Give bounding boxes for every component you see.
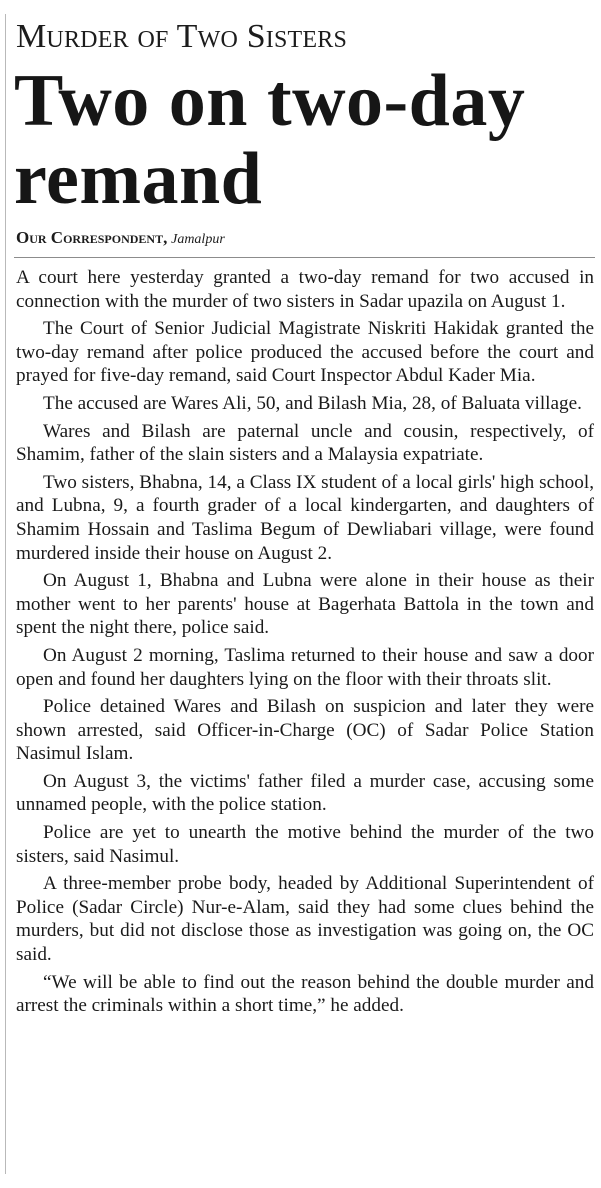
paragraph: A court here yesterday granted a two-day remand for two accused in connection with the murder of two sisters in Sadar upazila on August 1. [16,267,594,312]
paragraph: A three-member probe body, headed by Additional Superintendent of Police (Sadar Circle) Nur-e-Alam, said they had some clues behind the murders, but did not disclose those as investigation was going on, the OC said. [16,873,594,966]
headline: Two on two-day remand [14,60,526,220]
paragraph: The Court of Senior Judicial Magistrate Niskriti Hakidak granted the two-day remand after police produced the accused before the court and prayed for five-day remand, said Court Inspector Abdul Kader Mia. [16,318,594,387]
paragraph: The accused are Wares Ali, 50, and Bilash Mia, 28, of Baluata village. [43,392,582,414]
kicker: Murder of Two Sisters [16,18,348,55]
paragraph: “We will be able to find out the reason behind the double murder and arrest the criminals within a short time,” he added. [16,971,594,1017]
byline-divider [14,257,595,258]
paragraph: Police are yet to unearth the motive behind the murder of the two sisters, said Nasimul. [16,822,594,867]
paragraph: On August 1, Bhabna and Lubna were alone in their house as their mother went to her parents' house at Bagerhata Battola in the town and spent the night there, police said. [16,570,594,639]
paragraph: Wares and Bilash are paternal uncle and cousin, respectively, of Shamim, father of the slain sisters and a Malaysia expatriate. [16,420,594,466]
byline-author: Our Correspondent, [16,228,168,247]
paragraph: On August 2 morning, Taslima returned to their house and saw a door open and found her daughters lying on the floor with their throats slit. [16,644,594,690]
byline-location: Jamalpur [171,232,225,247]
paragraph: Two sisters, Bhabna, 14, a Class IX student of a local girls' high school, and Lubna, 9, a fourth grader of a local kindergarten, and daughters of Shamim Hossain and Taslima Begum of Dewliabari village, were found murdered inside their house on August 2. [16,471,594,564]
column-rule [5,14,6,1174]
paragraph: Police detained Wares and Bilash on suspicion and later they were shown arrested, said Officer-in-Charge (OC) of Sadar Police Station Nasimul Islam. [16,696,594,765]
byline [16,228,225,250]
article-body [16,266,594,1018]
paragraph: On August 3, the victims' father filed a murder case, accusing some unnamed people, with the police station. [16,770,594,816]
